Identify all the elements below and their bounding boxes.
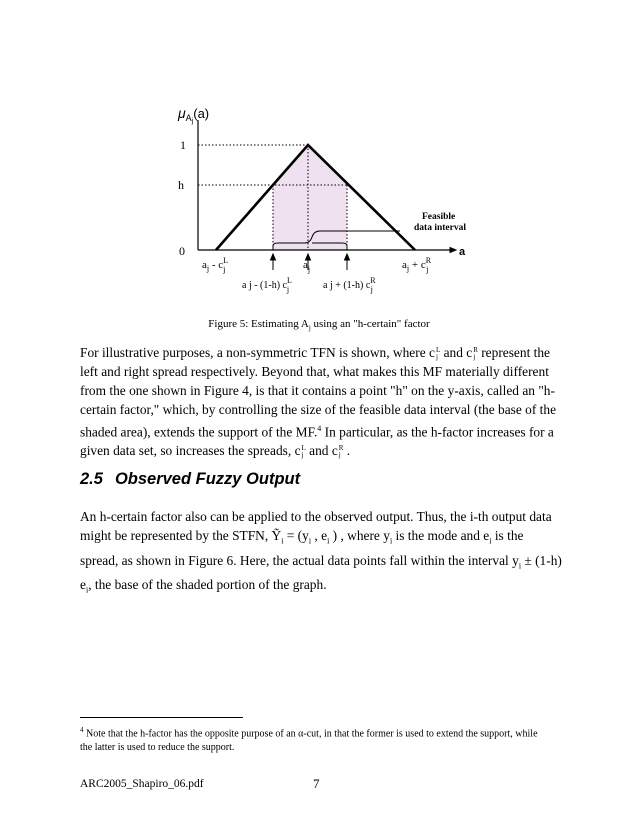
label-left: $a_j - c^L$ j [202,256,229,274]
tfn-figure [160,100,480,300]
footnote-ref: 4 [317,424,322,433]
feasible-label-line2: data interval [414,223,466,233]
label-center: $a_j$ [303,259,311,274]
y-axis-label: $\mu_Aj(a)$ [178,105,210,125]
c-l-symbol: cL j [428,345,441,361]
label-h-left: a j - (1-h) $c^L$ j [242,276,292,294]
y-tick-1: 1 [180,138,186,152]
c-r-symbol: cR j [466,345,478,361]
paragraph-1: For illustrative purposes, a non-symmetric TFN is shown, where cL j and cR j represent the left and right spread respectively. Beyond that, what makes this MF materially different from the one shown in Figure 4, is that it contains a point "h" on the y-axis, called an "h-certain factor," which, by controlling the size of the feasible data interval (the base of the shaded area), extends the support of the MF.$^4$ In particular, as the h-factor increases for a given data set, so increases the spreads, cL j and cR j . [80,345,557,460]
paragraph-2: An h-certain factor also can be applied to the observed output. Thus, the i-th output data might be represented by the STFN, Ỹ$_i$ = ($y_i$ , $e_i$ ) , where $y_i$ is the mode and $e_i$ is the spread, as shown in Figure 6. Here, the actual data points fall within the interval $y_i \pm (1-h)$ $e_i$, the base of the shaded portion of the graph. [80,509,562,596]
footnote: $^4$ Note that the h-factor has the opposite purpose of an α-cut, in that the former is used to extend the support, while the latter is used to reduce the support. [80,726,538,754]
label-right: $a_j + c^R$ j [402,256,432,274]
y-tick-h: h [178,178,184,192]
label-h-right: a j + (1-h) $c^R$ j [323,276,376,294]
y-tick-0: 0 [179,244,185,258]
figure-caption: Figure 5: Estimating $A_j$ using an "h-certain" factor [208,318,430,333]
feasible-label-line1: Feasible [422,212,456,222]
footer-filename: ARC2005_Shapiro_06.pdf [80,778,204,790]
page-number: 7 [313,776,320,791]
x-axis-label: a [459,246,466,258]
shaded-triangle [273,145,347,185]
footnote-rule [80,717,243,718]
section-heading: 2.5 Observed Fuzzy Output [80,470,301,488]
